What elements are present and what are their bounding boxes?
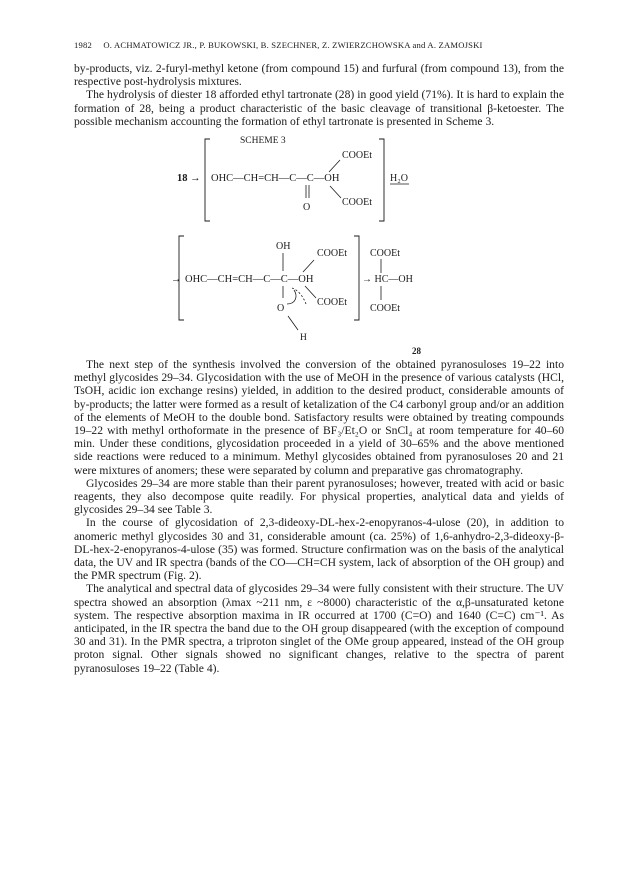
scheme-3-diagram (74, 128, 564, 358)
product-cooet-top: COOEt (370, 248, 400, 260)
page-number: 1982 (74, 40, 92, 50)
chain-2: OHC—CH=CH—C—C—OH (185, 274, 314, 286)
oxygen-1: O (303, 202, 311, 214)
product-label: 28 (412, 346, 421, 357)
product-cooet-bottom: COOEt (370, 303, 400, 315)
product-center: → HC—OH (362, 274, 413, 286)
paragraph-4: Glycosides 29–34 are more stable than their parent pyranosuloses; however, treated with acid or basic reagents, they also decompose quite readily. For physical properties, analytical data and yields of glycosides 29–34 see Table 3. (74, 476, 564, 517)
paragraph-5: In the course of glycosidation of 2,3-dideoxy-DL-hex-2-enopyranos-4-ulose (20), in addition to anomeric methyl glycosides 30 and 31, considerable amount (ca. 25%) of 1,6-anhydro-2,3-dideoxy-β-DL-hex-2-enopyranos-4-ulose (35) was formed. Structure confirmation was on the basis of the analytical data, the UV and IR spectra (bands of the CO—CH=CH system, lack of absorption of the OH group) and the PMR spectrum (Fig. 2). (74, 516, 564, 583)
cooet-bottom-2: COOEt (317, 297, 347, 309)
bond-up-2 (303, 260, 314, 272)
start-compound: 18 → (177, 173, 201, 185)
scheme-3 (74, 128, 564, 358)
bracket-right-2 (354, 236, 359, 320)
water: H₂O (390, 173, 408, 185)
paragraph-2: The hydrolysis of diester 18 afforded ethyl tartronate (28) in good yield (71%). It is hard to explain the formation of 28, being a product characteristic of the basic cleavage of transitional β-ketoester. The possible mechanism accounting the formation of ethyl tartronate is presented in Scheme 3. (74, 88, 564, 128)
bond-up-1 (329, 160, 340, 172)
hydrogen: H (300, 333, 307, 344)
curved-arrow-1 (287, 290, 296, 304)
paragraph-3: The next step of the synthesis involved the conversion of the obtained pyranosuloses 19–22 into methyl glycosides 29–34. Glycosidation with the use of MeOH in the presence of various catalysts (HCl, TsOH, acidic ion exchange resins) yielded, in addition to the desired product, considerable amounts of by-products; the latter were formed as a result of ketalization of the C4 carbonyl group and/or an addition of the elements of MeOH to the double bond. Satisfactory results were obtained by treating compounds 19–22 with methyl orthoformate in the presence of BF₃/Et₂O or SnCl₄ at room temperature for 40–60 min. Under these conditions, glycosidation proceeded in a yield of 30–65% and the above mentioned side reactions were reduced to a minimum. Methyl glycosides obtained from pyranosuloses 20 and 21 were mixtures of anomers; these were separated by column and preparative gas chromatography. (74, 358, 564, 477)
arrow-2: → (171, 274, 182, 286)
cooet-top-2: COOEt (317, 248, 347, 260)
bond-down-2 (305, 286, 316, 298)
author-list: O. ACHMATOWICZ JR., P. BUKOWSKI, B. SZECHNER, Z. ZWIERZCHOWSKA and A. ZAMOJSKI (103, 40, 483, 50)
paragraph-6: The analytical and spectral data of glycosides 29–34 were fully consistent with their structure. The UV spectra showed an absorption (λmax ~211 nm, ε ~8000) characteristic of the α,β-unsaturated ketone system. The respective absorption maxima in IR occurred at 1700 (C=O) and 1640 (C=C) cm⁻¹. As anticipated, in the IR spectra the band due to the OH group disappeared (with the exception of compound 30 and 31). In the PMR spectra, a triproton singlet of the OMe group appeared, instead of the OH group proton signal. Other signals showed no significant changes, relative to the spectra of parent pyranosuloses 19–22 (Table 4). (74, 582, 564, 675)
chain-1: OHC—CH=CH—C—C—OH (211, 173, 340, 185)
bracket-right-1 (379, 139, 384, 221)
paragraph-1: by-products, viz. 2-furyl-methyl ketone (from compound 15) and furfural (from compound 13), from the respective post-hydrolysis mixtures. (74, 62, 564, 89)
bond-down-1 (330, 186, 341, 198)
running-header (74, 40, 564, 50)
bracket-left-1 (205, 139, 210, 221)
scheme-title: SCHEME 3 (240, 136, 286, 147)
page (74, 40, 564, 675)
oxygen-2: O (277, 303, 285, 315)
cooet-top-1: COOEt (342, 150, 372, 162)
cooet-bottom-1: COOEt (342, 197, 372, 209)
hydroxyl-2: OH (276, 241, 291, 253)
bond-h-2 (288, 316, 298, 330)
